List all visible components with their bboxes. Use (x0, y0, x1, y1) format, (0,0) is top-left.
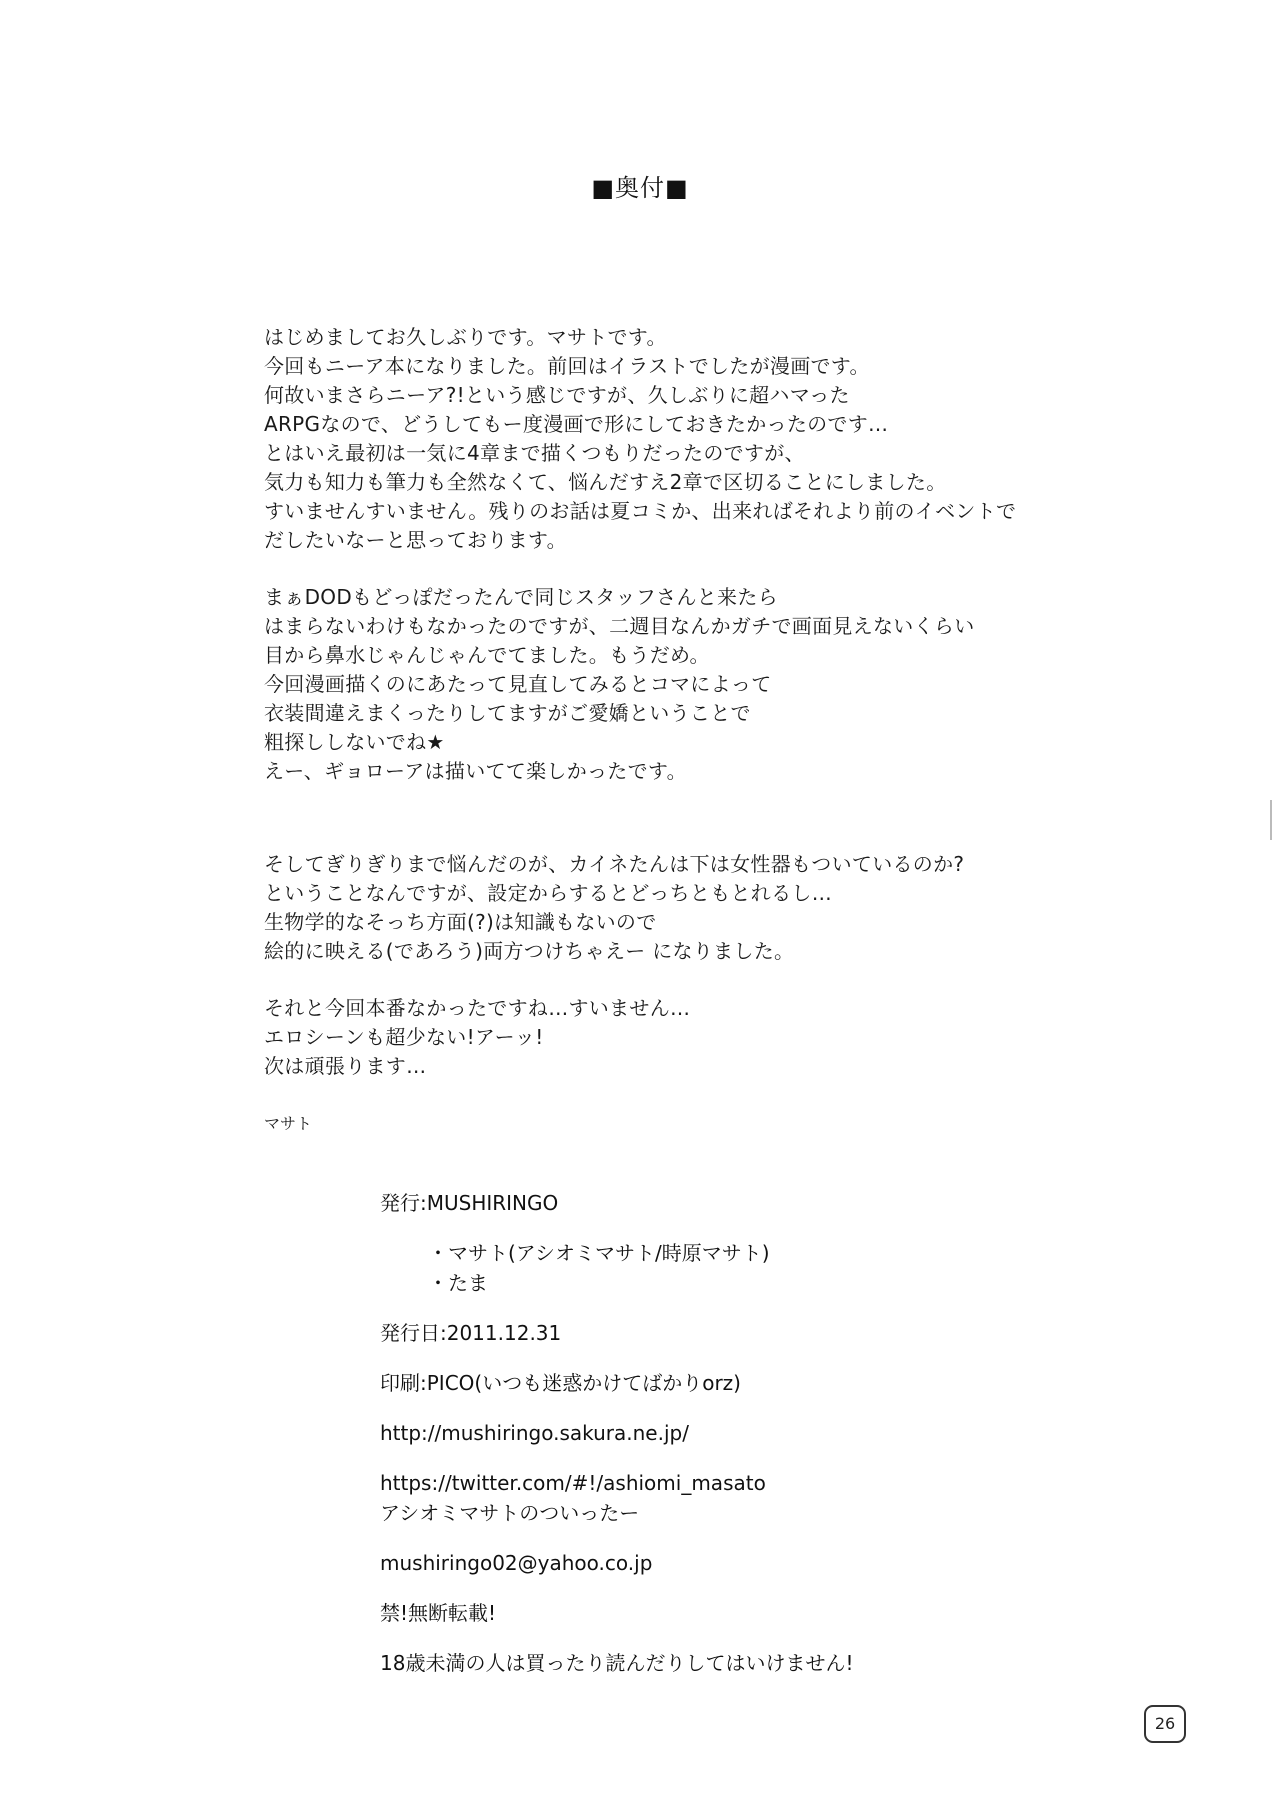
notes-line: 何故いまさらニーア?!という感じですが、久しぶりに超ハマった (264, 383, 850, 407)
notes-line: そしてぎりぎりまで悩んだのが、カイネたんは下は女性器もついているのか? (264, 852, 965, 876)
notes-line: とはいえ最初は一気に4章まで描くつもりだったのですが、 (264, 441, 805, 465)
notes-line: 目から鼻水じゃんじゃんでてました。もうだめ。 (264, 643, 710, 667)
notes-paragraph-3 (264, 850, 1024, 966)
member-1: ・マサト(アシオミマサト/時原マサト) (428, 1241, 770, 1265)
notes-line: 今回漫画描くのにあたって見直してみるとコマによって (264, 672, 772, 696)
notes-line: はじめましてお久しぶりです。マサトです。 (264, 325, 667, 349)
notes-line: それと今回本番なかったですね…すいません… (264, 996, 691, 1020)
publish-date: 発行日:2011.12.31 (380, 1321, 562, 1345)
notes-line: ということなんですが、設定からするとどっちともとれるし… (264, 881, 832, 905)
notes-line: 気力も知力も筆力も全然なくて、悩んだすえ2章で区切ることにしました。 (264, 470, 947, 494)
notes-line: ARPGなので、どうしてもー度漫画で形にしておきたかったのです… (264, 412, 889, 436)
twitter-label: アシオミマサトのついったー (380, 1501, 640, 1525)
notes-line: えー、ギョローアは描いてて楽しかったです。 (264, 759, 687, 783)
notes-paragraph-2 (264, 583, 1024, 786)
author-signature: マサト (264, 1114, 313, 1133)
page-heading: ■奥付■ (591, 174, 689, 202)
printer: 印刷:PICO(いつも迷惑かけてばかりorz) (380, 1371, 741, 1395)
scan-edge-mark (1270, 800, 1272, 840)
age-restriction-notice: 18歳未満の人は買ったり読んだりしてはいけません! (380, 1651, 854, 1675)
notes-line: 次は頑張ります… (264, 1054, 427, 1078)
notes-line: すいませんすいません。残りのお話は夏コミか、出来ればそれより前のイベントで (264, 499, 1017, 523)
notes-line: 今回もニーア本になりました。前回はイラストでしたが漫画です。 (264, 354, 870, 378)
notes-line: 粗探ししないでね★ (264, 730, 445, 754)
page-number: 26 (1144, 1705, 1186, 1743)
colophon (380, 1188, 940, 1678)
notes-line: まぁDODもどっぽだったんで同じスタッフさんと来たら (264, 585, 778, 609)
notes-line: だしたいなーと思っております。 (264, 528, 567, 552)
notes-line: 衣装間違えまくったりしてますがご愛嬌ということで (264, 701, 751, 725)
twitter-url: https://twitter.com/#!/ashiomi_masato (380, 1471, 766, 1495)
notes-line: 絵的に映える(であろう)両方つけちゃえー になりました。 (264, 939, 795, 963)
website-url: http://mushiringo.sakura.ne.jp/ (380, 1421, 689, 1445)
no-reprint-notice: 禁!無断転載! (380, 1601, 497, 1625)
member-2: ・たま (428, 1271, 488, 1295)
notes-paragraph-4 (264, 994, 1024, 1081)
notes-line: 生物学的なそっち方面(?)は知識もないので (264, 910, 657, 934)
notes-line: エロシーンも超少ない!アーッ! (264, 1025, 544, 1049)
author-notes (264, 323, 1024, 1138)
contact-email: mushiringo02@yahoo.co.jp (380, 1551, 653, 1575)
notes-line: はまらないわけもなかったのですが、二週目なんかガチで画面見えないくらい (264, 614, 975, 638)
publisher: 発行:MUSHIRINGO (380, 1191, 559, 1215)
notes-paragraph-1 (264, 323, 1024, 555)
